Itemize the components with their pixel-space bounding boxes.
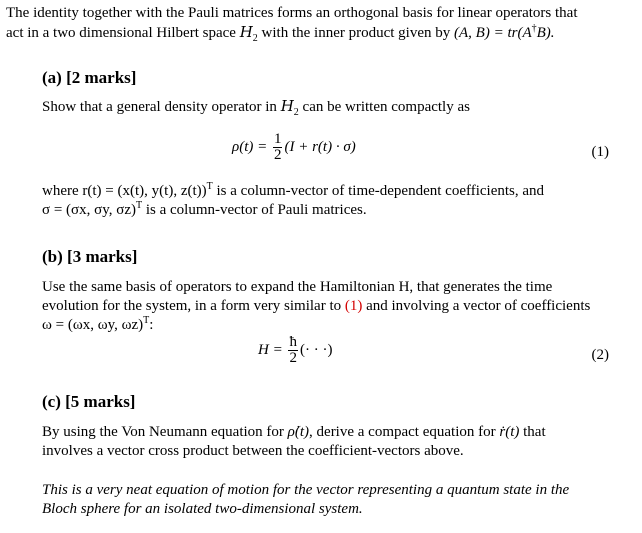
equation-2-rhs: (· · ·) — [299, 341, 333, 358]
equation-2-number: (2) — [591, 347, 609, 363]
equation-1-formula — [232, 132, 356, 163]
part-c-text — [42, 423, 609, 461]
inner-product-end: B). — [536, 25, 555, 41]
part-c-line-2: involves a vector cross product between the coefficient-vectors above. — [42, 443, 464, 459]
part-a-where — [42, 182, 609, 220]
part-b-line-2a: evolution for the system, in a form very similar to — [42, 298, 345, 314]
closing-line-2: Bloch sphere for an isolated two-dimensional system. — [42, 501, 363, 517]
part-c-line-1b: , derive a compact equation for — [309, 424, 500, 440]
hilbert-space-symbol-a: H — [280, 97, 294, 115]
part-b-heading: (b) [3 marks] — [42, 247, 138, 266]
equation-1 — [42, 130, 609, 170]
part-b-line-3-sup: T — [143, 315, 150, 326]
where-line-1-sup: T — [206, 181, 213, 192]
dagger-symbol: † — [531, 23, 537, 34]
where-line-2b: is a column-vector of Pauli matrices. — [142, 202, 367, 218]
part-b-line-3: ω = (ωx, ωy, ωz) — [42, 317, 144, 333]
hilbert-space-symbol: H — [239, 23, 253, 41]
part-b-text — [42, 278, 609, 335]
closing-remark — [42, 481, 609, 519]
equation-1-numerator: 1 — [273, 131, 282, 147]
where-line-1: where r(t) = (x(t), y(t), z(t)) — [42, 183, 207, 199]
r-dot-symbol: ṙ(t) — [499, 424, 520, 440]
equation-1-rhs: (I + r(t) · σ) — [284, 138, 356, 155]
equation-2-denominator: 2 — [289, 350, 297, 366]
equation-2-numerator: ħ — [289, 334, 297, 350]
inner-product-formula: (A, B) = tr(A — [454, 25, 532, 41]
equation-1-reference-link[interactable]: (1) — [344, 298, 363, 314]
part-b-line-2b: and involving a vector of coefficients — [362, 298, 591, 314]
equation-1-denominator: 2 — [273, 147, 282, 163]
equation-1-fraction — [273, 132, 283, 163]
part-a-heading: (a) [2 marks] — [42, 68, 137, 87]
part-a-text-end: can be written compactly as — [298, 99, 470, 115]
equation-1-number: (1) — [591, 144, 609, 160]
part-c-line-1c: that — [519, 424, 546, 440]
where-line-2-sup: T — [135, 200, 143, 211]
intro-line-1: The identity together with the Pauli matrices forms an orthogonal basis for linear operators that — [6, 5, 578, 21]
where-line-2: σ = (σx, σy, σz) — [42, 202, 136, 218]
equation-2-formula — [258, 335, 332, 366]
part-a-text — [42, 97, 609, 117]
intro-line-2a: act in a two dimensional Hilbert space — [6, 25, 240, 41]
intro-line-2b: with the inner product given by — [257, 25, 454, 41]
part-a-text-start: Show that a general density operator in — [42, 99, 281, 115]
equation-2-lhs: H = — [258, 341, 287, 358]
hilbert-space-subscript: 2 — [252, 33, 258, 44]
equation-2 — [42, 333, 609, 373]
intro-paragraph — [6, 4, 636, 43]
rho-dot-symbol: ρ̇(t) — [287, 424, 310, 440]
hilbert-space-subscript-a: 2 — [293, 107, 299, 118]
where-line-1b: is a column-vector of time-dependent coefficients, and — [212, 183, 545, 199]
part-b-line-3b: : — [149, 317, 154, 333]
equation-1-lhs: ρ(t) = — [232, 138, 271, 155]
part-c-heading: (c) [5 marks] — [42, 392, 136, 411]
part-b-line-1: Use the same basis of operators to expand the Hamiltonian H, that generates the time — [42, 279, 553, 295]
equation-2-fraction — [288, 335, 298, 366]
closing-line-1: This is a very neat equation of motion for the vector representing a quantum state in the — [42, 482, 570, 498]
part-c-line-1a: By using the Von Neumann equation for — [42, 424, 288, 440]
